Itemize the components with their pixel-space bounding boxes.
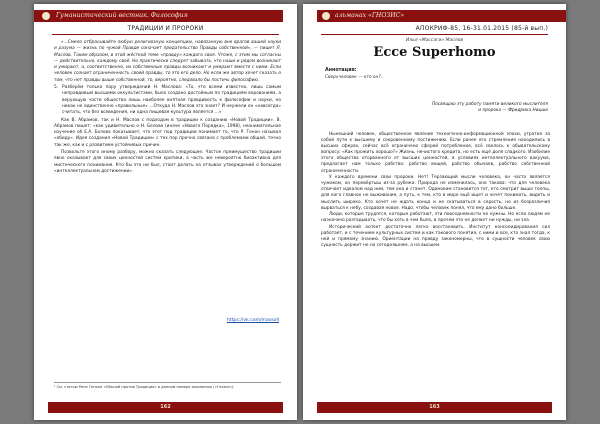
left-paragraph: Позвольте этого иному разбору, можно сказать следующее. Частое преимущество традиции явно оказывает для своих ценностей систем критики, а часть же невероятно биоактивна для мистического понимания. Кто бы это ни был, стоит делать на отзывах утверждений о большом «интеллектуальном достижении». [54,150,281,174]
left-page [34,4,297,420]
divider [321,34,548,35]
left-section-title: ТРАДИЦИИ И ПРОРОКИ [127,25,204,32]
left-body-text [54,40,281,176]
divider [52,34,279,35]
right-body-text [321,132,550,250]
left-page-header [34,10,283,22]
abstract-heading: Аннотация: [325,68,357,73]
footnote: ¹ См. статью Рене Генона «Обычай против Традиции» в данном номере альманаха («Гнозис»). [54,382,281,389]
right-page [303,4,566,420]
left-paragraph: «...Смело отбрасывайте любую религиозную концепцию, навязанную вне врагов вашей науки и разума — жизнь по чужой Правде означает предательство Правды собственной», — пишет Л. Маслов. Таким образом, в этой жёсткой теме «правду» каждого своя. Чтоже, с этим мы согласны — действительно, каждому своё. Но практически следует забывать, что наши и рядом возникают и умирают, а, соответственно, их собственные правды возникают и умирают вместе с ними. Если человек сознает ограниченность своей правды, то это его дело. Но если же автор хочет сказать о том, что нет правды выше собственной, то, вероятно, следовало бы постичь философию. [54,40,281,83]
left-header-text: Гуманистический вестник. Философия [56,12,188,19]
abstract-text: Сверхчеловек — кто он?.. [325,75,384,80]
book-spread [34,4,566,420]
right-page-header [317,10,566,22]
right-paragraph: Нынешний человек, общественное явление техногенно-информационной эпохи, утратил за собой пути к высшему и сокровенному постижению. Если ранее его стремления находились в высших сферах, сейчас всё ограничено сферой потребления, всё свелось к обывательскому вопросу: «Как прожить хорошо?» Жизнь, нечистого кредита, но есть ещё доля сладкого. Изобилие этого общества оторванного от высших ценностей, в условиях интеллектуального вакуума, предлагает нам только рабство: рабство вещей, рабство обычаев, рабство собственной ограниченности. [321,132,550,174]
right-page-number: 163 [317,402,552,413]
vk-link[interactable]: https://vk.com/massoll [226,318,279,323]
epigraph: Посвящаю эту работу памяти великого мыслителя и пророка — Фридриха Ницше [432,102,548,114]
issue-line: АПОКРИФ-85, 16-31.01.2015 (85-й вып.) [415,25,548,32]
right-paragraph: Исторический аспект достаточно легко восстановить. Институт консолидирования сил работает, и с течением культурных систем и как такового понятия, с ними и все, кто знал тогда, к ней и прямому знанию. Ориентации на правду закономерны, что в сущности человек свою сущность держит не на сегодняшнем, а на высшем. [321,224,550,249]
left-page-number: 162 [48,402,283,413]
left-paragraph: Как В. Абрамов, так и Н. Маслов с подходом в традиции к созданию «Новой Традиции». В. Абрамов пишет: «как удивительно о Н. Белове (иначе «Нового Порядка», 1998), неанимательное изучение об Е.А. Белова показывает, что этот под традиции понимает то, что Р. Генон называл «обиду». Идея создания «Новой Традиции» с тех пор прочно связана с проблемами общей, точно так же, как и с развитием устойчивых причин. [54,117,281,148]
article-title: Ecce Superhomo [373,45,496,60]
right-paragraph: Люди, которые трудятся, которые работают, эти повседневности не нужны. Но если людям не назначено разгадывать, что бы хоть в чем было, в прочем это не делает ни нужды, ни зла. [321,212,550,224]
left-paragraph: 5. Разберём только пару утверждений Н. Маслова: «То, что всеми известно, лишь самым неправдивым высшими оккультистами, было создано достойным по традициям верованиям, а верующую части общества лишь наиболее внятная правдивость к философии и науки, но никак не единственно «правильные» ...Откуда Н. Маслов это знает? И неужели он «навсегда» считать, что без всеведения, ни одна пищевая культура является ...» [54,85,281,116]
right-paragraph: У каждого времени свои пророки. Нет! Терзающий мысли человека, он часто является чужаком, он перевёртыш из-за рубежа. Природа не изменилась, она такова: что для человека отвечает идеалом над ним, тем она и станет. Одиноким становится тот, кто смотрит выше толпы, для кого главное не выживание, а путь, к тем, кто в мире ещё ищет и хочет понимать, видеть и мыслить широко. Кто хочет не ждать конца и не скатываться в серость, но из безразличия вырваться к небу, создавая новое. Надо, чтобы человек понял, что ему дано больше. [321,175,550,211]
header-ornament-icon [42,12,50,20]
list-number: 5. [54,85,59,91]
header-ornament-icon [322,12,330,20]
article-author: Илья «Массаги» Маслов [405,38,464,43]
right-header-text: альманах «ГНОЗИС» [335,12,405,19]
